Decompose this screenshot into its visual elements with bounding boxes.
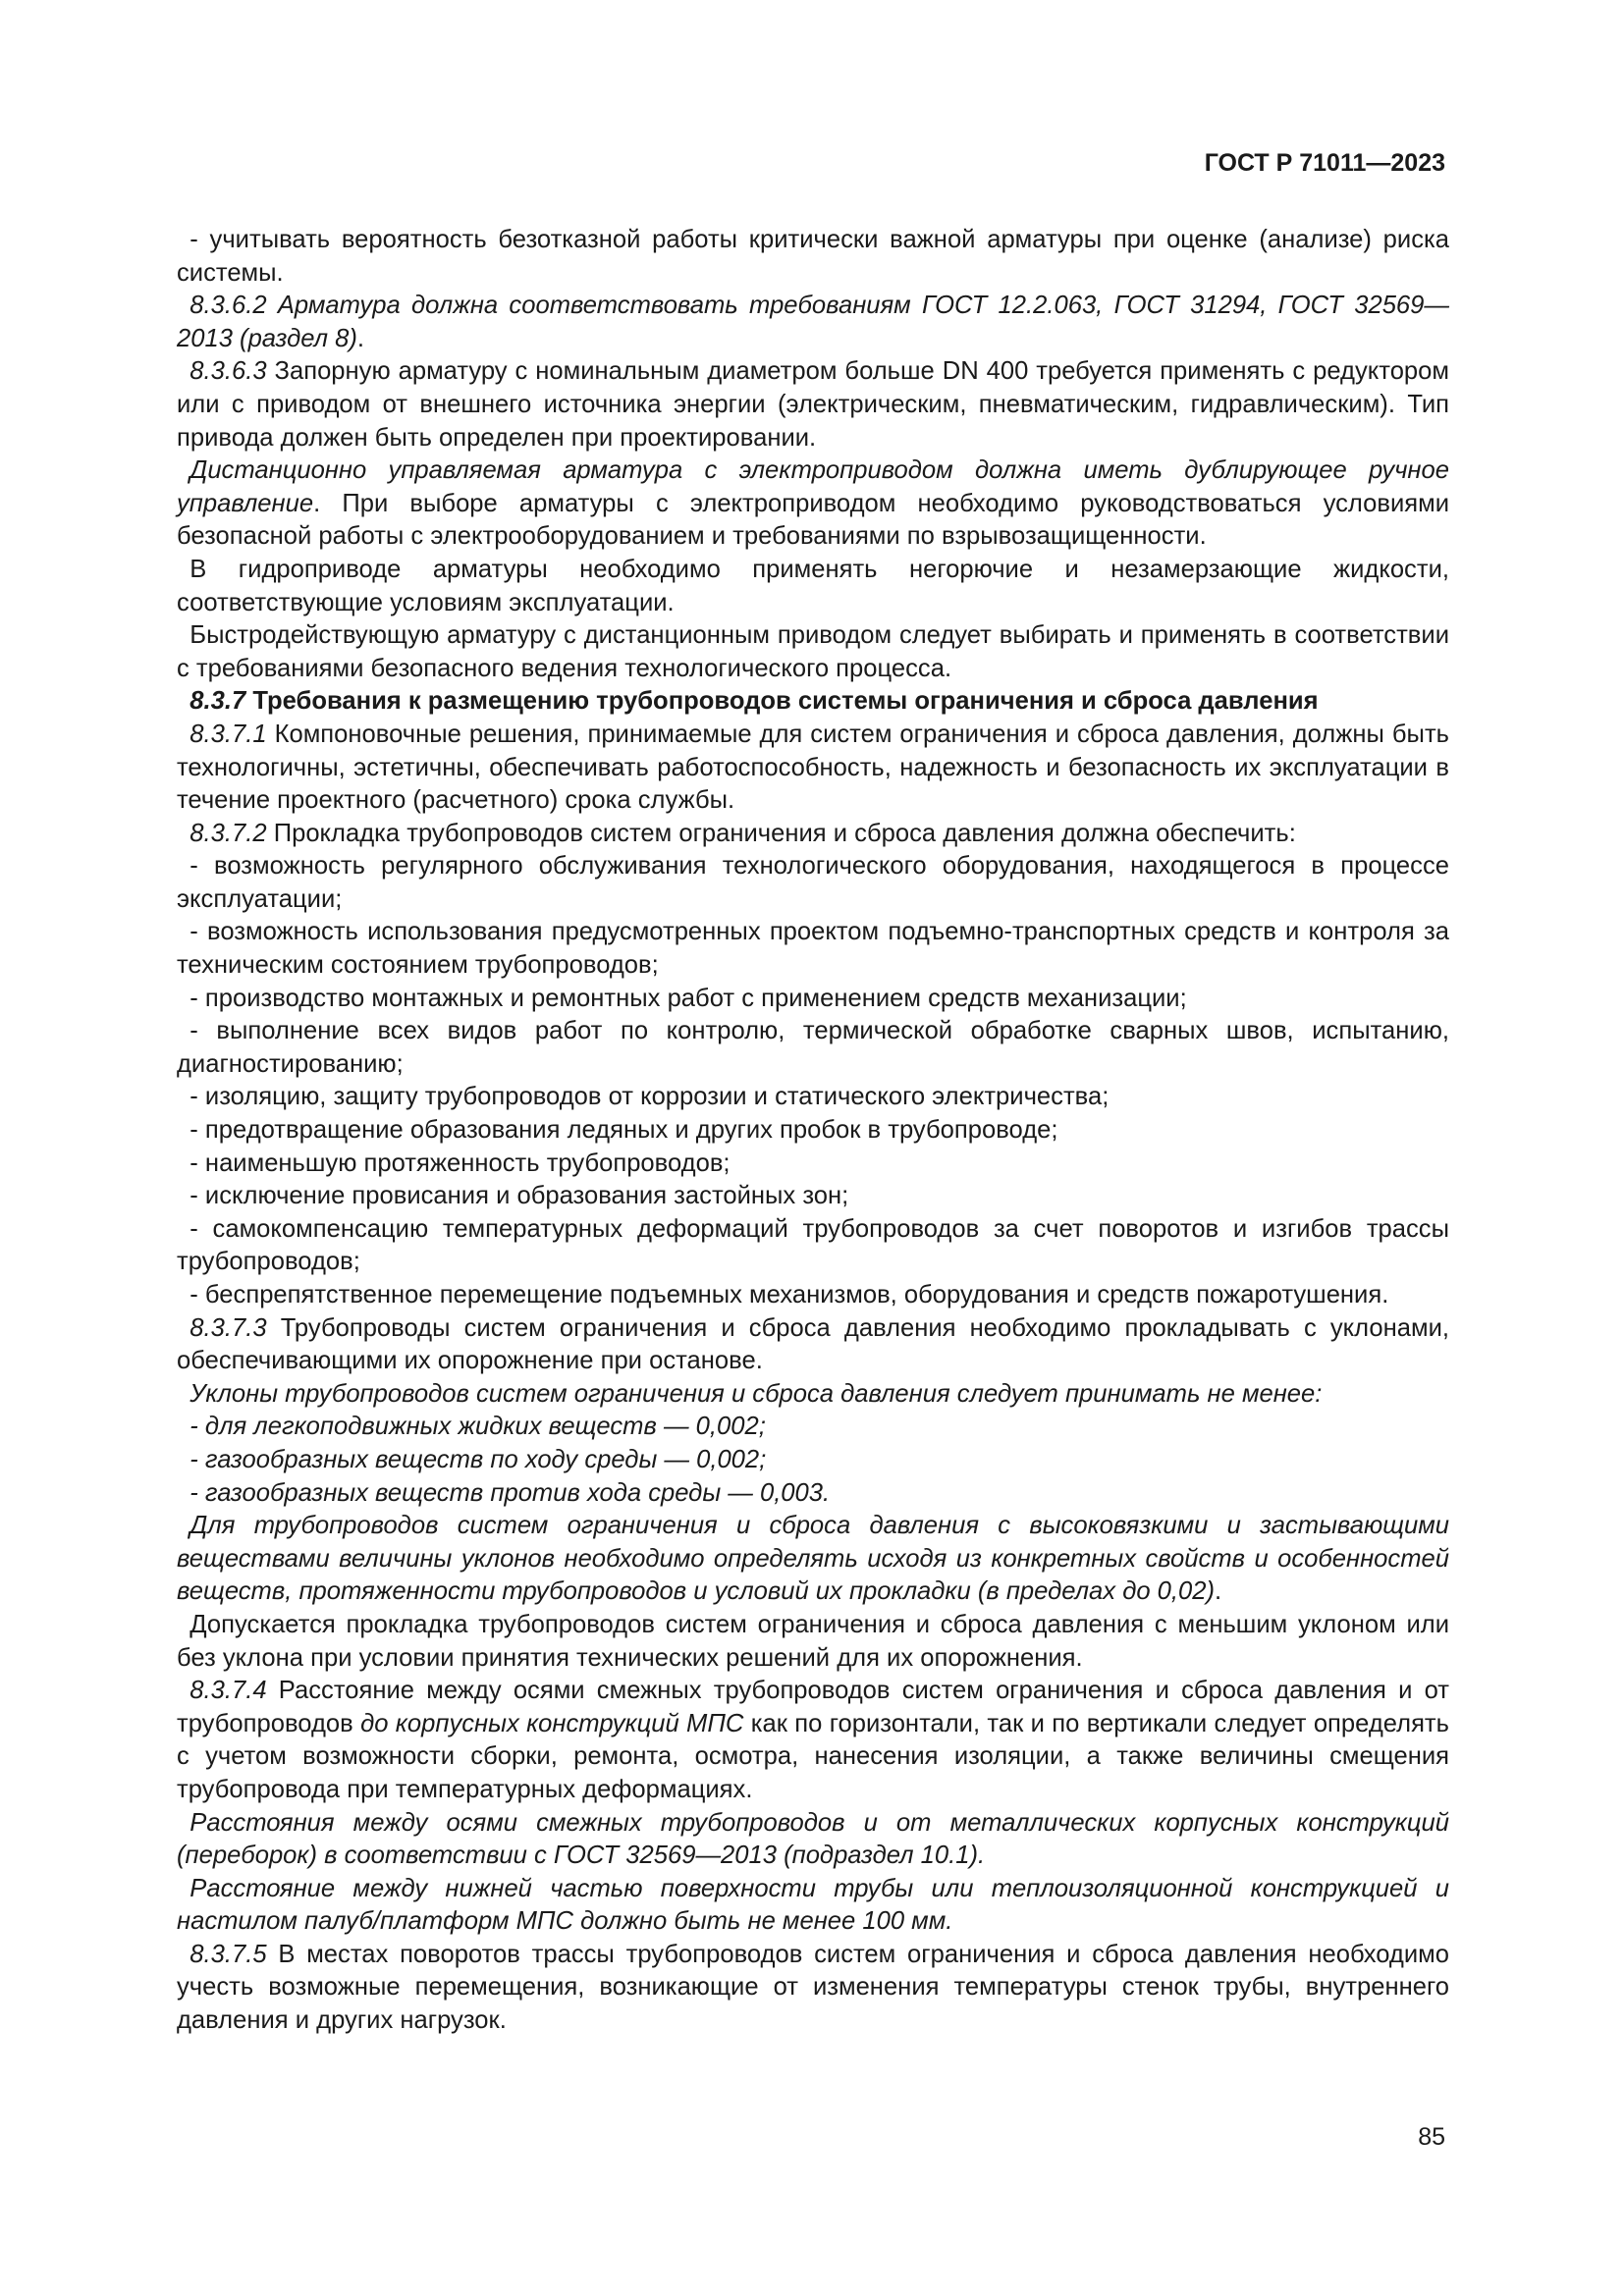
text-run: 8.3.6.3 xyxy=(189,357,267,386)
text-run: как по горизонтали, так и по вертикали следует определять с учетом возможности сборки, ремонта, осмотра, нанесения изоляции, а также величины смещения трубопровода при температурных деформациях. xyxy=(177,1709,1449,1803)
text-run: 8.3.7.2 xyxy=(189,819,267,847)
text-run: Компоновочные решения, принимаемые для систем ограничения и сброса давления, должны быть технологичны, эстетичны, обеспечивать работоспособность, надежность и безопасность их эксплуатации в течение проектного (расчетного) срока службы. xyxy=(177,720,1449,815)
text-run: - возможность использования предусмотренных проектом подъемно-транспортных средств и контроля за техническим состоянием трубопроводов; xyxy=(177,918,1449,980)
text-run: до корпусных конструкций МПС xyxy=(360,1709,744,1737)
paragraph xyxy=(177,1807,1449,1873)
paragraph xyxy=(177,619,1449,685)
paragraph xyxy=(177,850,1449,916)
paragraph xyxy=(177,1378,1449,1412)
text-run: Для трубопроводов систем ограничения и сброса давления с высоковязкими и застывающими веществами величины уклонов необходимо определять исходя из конкретных свойств и особенностей веществ, протяженности трубопроводов и условий их прокладки (в пределах до 0,02) xyxy=(177,1512,1449,1606)
text-run: 8.3.6.2 Арматура должна соответствовать требованиям ГОСТ 12.2.063, ГОСТ 31294, ГОСТ 32569—2013 (раздел 8) xyxy=(177,292,1449,352)
text-run: Расстояния между осями смежных трубопроводов и от металлических корпусных конструкций (переборок) в соответствии с ГОСТ 32569—2013 (подраздел 10.1). xyxy=(177,1808,1449,1870)
paragraph xyxy=(177,224,1449,290)
paragraph xyxy=(177,1411,1449,1444)
text-run: - для легкоподвижных жидких веществ — 0,002; xyxy=(189,1413,766,1441)
text-run: - учитывать вероятность безотказной работы критически важной арматуры при оценке (анализе) риска системы. xyxy=(177,226,1449,287)
paragraph xyxy=(177,719,1449,818)
paragraph xyxy=(177,1510,1449,1609)
document-body xyxy=(177,224,1449,2038)
text-run: - изоляцию, защиту трубопроводов от коррозии и статического электричества; xyxy=(189,1083,1110,1111)
page-number: 85 xyxy=(1418,2123,1445,2151)
text-run: Допускается прокладка трубопроводов систем ограничения и сброса давления с меньшим уклоном или без уклона при условии принятия технических решений для их опорожнения. xyxy=(177,1610,1449,1672)
text-run: Прокладка трубопроводов систем ограничения и сброса давления должна обеспечить: xyxy=(266,819,1296,847)
paragraph xyxy=(177,1873,1449,1939)
text-run: Запорную арматуру с номинальным диаметром больше DN 400 требуется применять с редуктором или с приводом от внешнего источника энергии (электрическим, пневматическим, гидравлическим). Тип привода должен быть определен при проектировании. xyxy=(177,357,1449,452)
text-run: 8.3.7.4 xyxy=(189,1677,267,1705)
paragraph xyxy=(177,454,1449,554)
text-run: - газообразных веществ против хода среды — 0,003. xyxy=(189,1478,831,1507)
paragraph xyxy=(177,1609,1449,1675)
paragraph xyxy=(177,1675,1449,1806)
text-run: В гидроприводе арматуры необходимо применять негорючие и незамерзающие жидкости, соответствующие условиям эксплуатации. xyxy=(177,555,1449,616)
text-run: - выполнение всех видов работ по контролю, термической обработке сварных швов, испытанию, диагностированию; xyxy=(177,1017,1449,1078)
text-run: Трубопроводы систем ограничения и сброса давления необходимо прокладывать с уклонами, обеспечивающими их опорожнение при останове. xyxy=(177,1313,1449,1375)
paragraph xyxy=(177,1312,1449,1378)
paragraph xyxy=(177,1114,1449,1148)
paragraph xyxy=(177,355,1449,454)
paragraph xyxy=(177,1015,1449,1081)
text-run: Расстояние между осями смежных трубопроводов систем ограничения и сброса давления и от трубопроводов xyxy=(177,1677,1449,1737)
text-run: 8.3.7 xyxy=(189,687,246,716)
paragraph xyxy=(177,1180,1449,1213)
paragraph xyxy=(177,1148,1449,1181)
text-run: Уклоны трубопроводов систем ограничения и сброса давления следует принимать не менее: xyxy=(189,1379,1323,1408)
paragraph xyxy=(177,685,1449,719)
document-code: ГОСТ Р 71011—2023 xyxy=(1204,149,1445,177)
paragraph xyxy=(177,1213,1449,1279)
text-run: Быстродействующую арматуру с дистанционным приводом следует выбирать и применять в соответствии с требованиями безопасного ведения технологического процесса. xyxy=(177,621,1449,682)
paragraph xyxy=(177,1279,1449,1312)
paragraph xyxy=(177,290,1449,355)
text-run: - беспрепятственное перемещение подъемных механизмов, оборудования и средств пожаротушения. xyxy=(189,1281,1389,1308)
text-run: - возможность регулярного обслуживания технологического оборудования, находящегося в процессе эксплуатации; xyxy=(177,852,1449,913)
paragraph xyxy=(177,1939,1449,2038)
text-run: . xyxy=(1215,1577,1222,1606)
paragraph xyxy=(177,983,1449,1016)
paragraph xyxy=(177,554,1449,619)
text-run: - предотвращение образования ледяных и других пробок в трубопроводе; xyxy=(189,1116,1058,1145)
text-run: - наименьшую протяженность трубопроводов; xyxy=(189,1148,731,1177)
text-run: Расстояние между нижней частью поверхности трубы или теплоизоляционной конструкцией и настилом палуб/платформ МПС должно быть не менее 100 мм. xyxy=(177,1874,1449,1936)
text-run: - самокомпенсацию температурных деформаций трубопроводов за счет поворотов и изгибов трассы трубопроводов; xyxy=(177,1214,1449,1276)
paragraph xyxy=(177,1081,1449,1114)
text-run: - исключение провисания и образования застойных зон; xyxy=(189,1182,849,1210)
text-run: В местах поворотов трассы трубопроводов систем ограничения и сброса давления необходимо учесть возможные перемещения, возникающие от изменения температуры стенок трубы, внутреннего давления и других нагрузок. xyxy=(177,1940,1449,2035)
text-run: Дистанционно управляемая арматура с электроприводом должна иметь дублирующее ручное управление xyxy=(177,456,1449,517)
text-run: - газообразных веществ по ходу среды — 0,002; xyxy=(189,1445,767,1473)
paragraph xyxy=(177,818,1449,851)
text-run: 8.3.7.1 xyxy=(189,720,267,748)
text-run: . xyxy=(356,324,365,352)
text-run: 8.3.7.3 xyxy=(189,1313,267,1342)
paragraph xyxy=(177,916,1449,982)
text-run: 8.3.7.5 xyxy=(189,1940,267,1968)
paragraph xyxy=(177,1444,1449,1477)
paragraph xyxy=(177,1477,1449,1511)
text-run: Требования к размещению трубопроводов системы ограничения и сброса давления xyxy=(245,687,1319,716)
text-run: - производство монтажных и ремонтных работ с применением средств механизации; xyxy=(189,984,1187,1012)
text-run: . При выборе арматуры с электроприводом необходимо руководствоваться условиями безопасной работы с электрооборудованием и требованиями по взрывозащищенности. xyxy=(177,489,1449,551)
